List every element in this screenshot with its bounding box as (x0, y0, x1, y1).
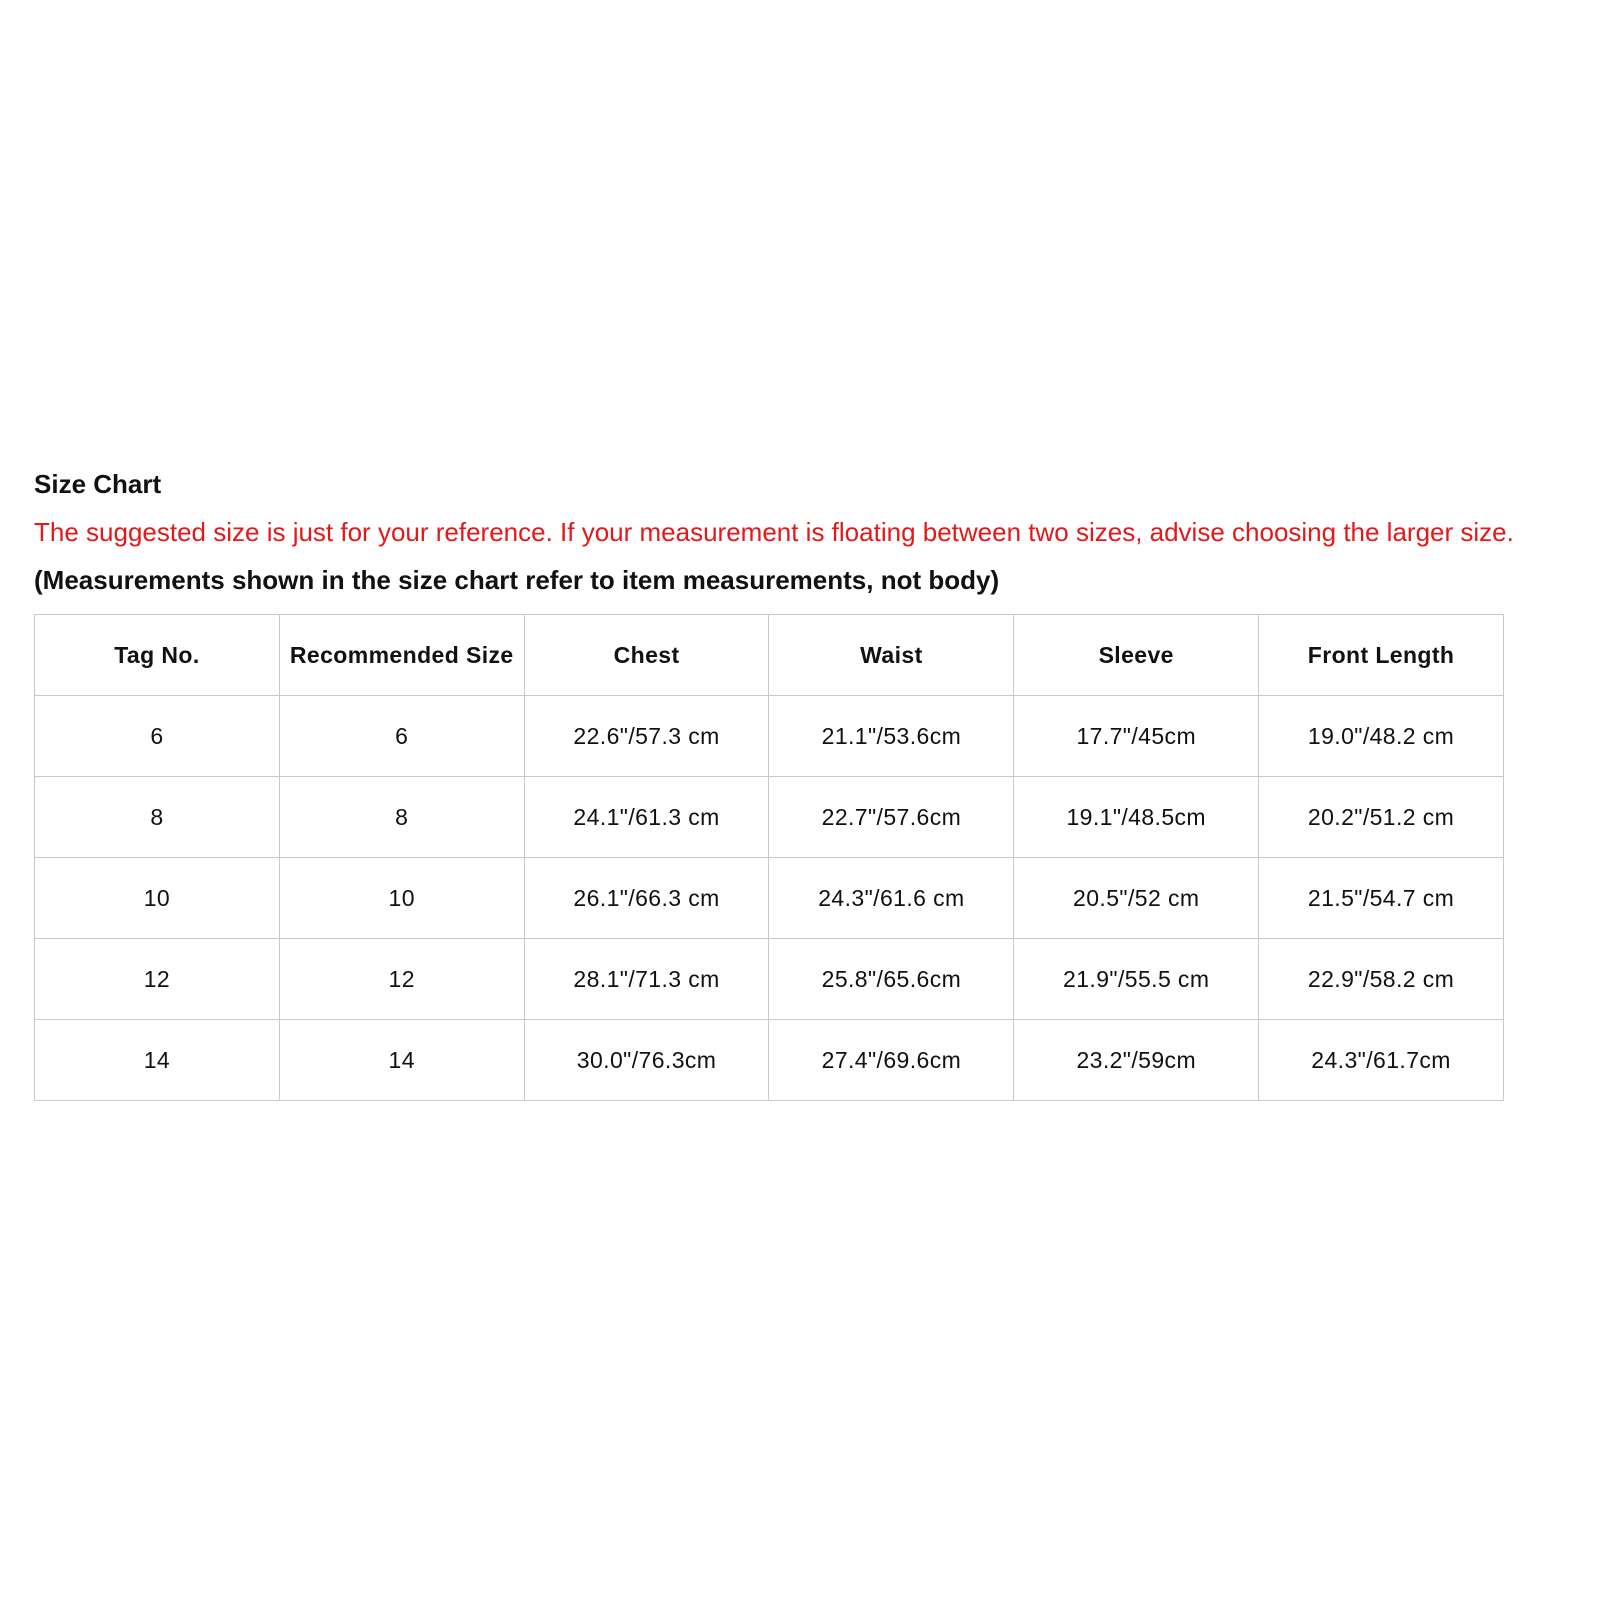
cell-waist: 22.7"/57.6cm (769, 777, 1014, 858)
cell-front-length: 20.2"/51.2 cm (1259, 777, 1504, 858)
cell-recommended-size: 10 (279, 858, 524, 939)
table-row (35, 858, 1504, 939)
cell-sleeve: 20.5"/52 cm (1014, 858, 1259, 939)
table-row (35, 939, 1504, 1020)
cell-tag-no: 8 (35, 777, 280, 858)
cell-front-length: 21.5"/54.7 cm (1259, 858, 1504, 939)
page-title: Size Chart (34, 469, 162, 499)
cell-chest: 26.1"/66.3 cm (524, 858, 769, 939)
measurement-note: (Measurements shown in the size chart refer to item measurements, not body) (34, 565, 1000, 595)
cell-chest: 24.1"/61.3 cm (524, 777, 769, 858)
table-row (35, 696, 1504, 777)
column-header-waist: Waist (769, 615, 1014, 696)
cell-waist: 27.4"/69.6cm (769, 1020, 1014, 1101)
cell-waist: 25.8"/65.6cm (769, 939, 1014, 1020)
column-header-sleeve: Sleeve (1014, 615, 1259, 696)
size-advice-note: The suggested size is just for your reference. If your measurement is floating between two sizes, advise choosing the larger size. (34, 517, 1514, 547)
cell-recommended-size: 8 (279, 777, 524, 858)
cell-waist: 21.1"/53.6cm (769, 696, 1014, 777)
cell-front-length: 19.0"/48.2 cm (1259, 696, 1504, 777)
cell-sleeve: 17.7"/45cm (1014, 696, 1259, 777)
cell-chest: 28.1"/71.3 cm (524, 939, 769, 1020)
column-header-tag-no: Tag No. (35, 615, 280, 696)
cell-chest: 22.6"/57.3 cm (524, 696, 769, 777)
cell-sleeve: 21.9"/55.5 cm (1014, 939, 1259, 1020)
cell-front-length: 22.9"/58.2 cm (1259, 939, 1504, 1020)
column-header-recommended-size: Recommended Size (279, 615, 524, 696)
cell-sleeve: 19.1"/48.5cm (1014, 777, 1259, 858)
cell-recommended-size: 12 (279, 939, 524, 1020)
cell-recommended-size: 14 (279, 1020, 524, 1101)
cell-tag-no: 12 (35, 939, 280, 1020)
table-row (35, 777, 1504, 858)
cell-tag-no: 10 (35, 858, 280, 939)
size-chart-section (34, 468, 1574, 1101)
cell-recommended-size: 6 (279, 696, 524, 777)
cell-waist: 24.3"/61.6 cm (769, 858, 1014, 939)
cell-tag-no: 6 (35, 696, 280, 777)
column-header-front-length: Front Length (1259, 615, 1504, 696)
cell-sleeve: 23.2"/59cm (1014, 1020, 1259, 1101)
cell-chest: 30.0"/76.3cm (524, 1020, 769, 1101)
table-row (35, 1020, 1504, 1101)
column-header-chest: Chest (524, 615, 769, 696)
cell-front-length: 24.3"/61.7cm (1259, 1020, 1504, 1101)
size-table (34, 614, 1504, 1101)
table-header-row (35, 615, 1504, 696)
cell-tag-no: 14 (35, 1020, 280, 1101)
